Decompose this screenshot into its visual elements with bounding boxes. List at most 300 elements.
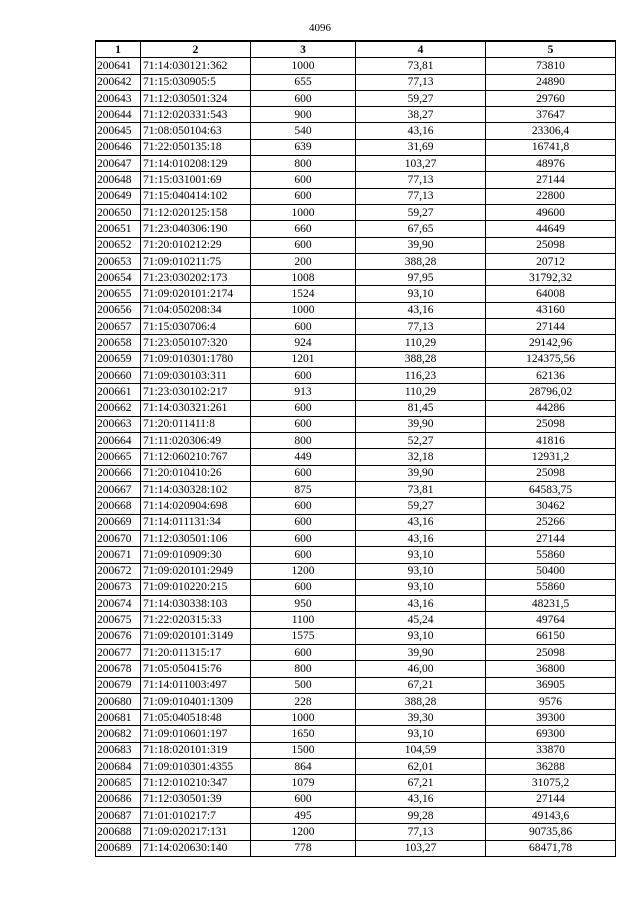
rate-cell: 62,01	[356, 759, 486, 775]
cadastral-number-cell: 71:09:020101:2949	[141, 563, 251, 579]
area-cell: 1524	[251, 286, 356, 302]
cadastral-number-cell: 71:15:030905:5	[141, 74, 251, 90]
area-cell: 600	[251, 172, 356, 188]
rate-cell: 110,29	[356, 384, 486, 400]
row-id-cell: 200675	[96, 612, 141, 628]
cadastral-number-cell: 71:14:030328:102	[141, 482, 251, 498]
rate-cell: 43,16	[356, 530, 486, 546]
table-row	[96, 449, 616, 465]
value-cell: 16741,8	[486, 139, 616, 155]
cadastral-number-cell: 71:14:010208:129	[141, 156, 251, 172]
table-row	[96, 661, 616, 677]
value-cell: 64583,75	[486, 482, 616, 498]
rate-cell: 59,27	[356, 498, 486, 514]
rate-cell: 52,27	[356, 433, 486, 449]
rate-cell: 67,21	[356, 677, 486, 693]
area-cell: 864	[251, 759, 356, 775]
column-header-5: 5	[486, 41, 616, 58]
row-id-cell: 200677	[96, 644, 141, 660]
rate-cell: 73,81	[356, 58, 486, 74]
row-id-cell: 200685	[96, 775, 141, 791]
table-row	[96, 221, 616, 237]
table-row	[96, 237, 616, 253]
area-cell: 1000	[251, 710, 356, 726]
cadastral-number-cell: 71:09:020101:2174	[141, 286, 251, 302]
cadastral-number-cell: 71:20:011411:8	[141, 416, 251, 432]
rate-cell: 93,10	[356, 726, 486, 742]
value-cell: 25098	[486, 644, 616, 660]
row-id-cell: 200641	[96, 58, 141, 74]
row-id-cell: 200669	[96, 514, 141, 530]
table-row	[96, 563, 616, 579]
area-cell: 200	[251, 253, 356, 269]
table-header	[96, 41, 616, 58]
rate-cell: 43,16	[356, 596, 486, 612]
area-cell: 600	[251, 530, 356, 546]
rate-cell: 116,23	[356, 367, 486, 383]
cadastral-number-cell: 71:09:010401:1309	[141, 693, 251, 709]
row-id-cell: 200655	[96, 286, 141, 302]
rate-cell: 93,10	[356, 563, 486, 579]
table-row	[96, 172, 616, 188]
cadastral-number-cell: 71:01:010217:7	[141, 807, 251, 823]
row-id-cell: 200684	[96, 759, 141, 775]
rate-cell: 99,28	[356, 807, 486, 823]
area-cell: 875	[251, 482, 356, 498]
rate-cell: 43,16	[356, 514, 486, 530]
cadastral-number-cell: 71:09:020217:131	[141, 824, 251, 840]
cadastral-number-cell: 71:15:031001:69	[141, 172, 251, 188]
area-cell: 495	[251, 807, 356, 823]
table-row	[96, 465, 616, 481]
cadastral-number-cell: 71:23:050107:320	[141, 335, 251, 351]
value-cell: 24890	[486, 74, 616, 90]
row-id-cell: 200646	[96, 139, 141, 155]
area-cell: 500	[251, 677, 356, 693]
cadastral-number-cell: 71:15:040414:102	[141, 188, 251, 204]
row-id-cell: 200649	[96, 188, 141, 204]
value-cell: 27144	[486, 319, 616, 335]
column-header-1: 1	[96, 41, 141, 58]
value-cell: 22800	[486, 188, 616, 204]
column-header-4: 4	[356, 41, 486, 58]
row-id-cell: 200664	[96, 433, 141, 449]
area-cell: 655	[251, 74, 356, 90]
rate-cell: 38,27	[356, 107, 486, 123]
cadastral-number-cell: 71:08:050104:63	[141, 123, 251, 139]
row-id-cell: 200665	[96, 449, 141, 465]
rate-cell: 43,16	[356, 791, 486, 807]
table-row	[96, 107, 616, 123]
cadastral-number-cell: 71:11:020306:49	[141, 433, 251, 449]
cadastral-number-cell: 71:09:010601:197	[141, 726, 251, 742]
area-cell: 600	[251, 498, 356, 514]
value-cell: 25098	[486, 237, 616, 253]
area-cell: 228	[251, 693, 356, 709]
row-id-cell: 200681	[96, 710, 141, 726]
value-cell: 62136	[486, 367, 616, 383]
table-row	[96, 612, 616, 628]
table-row	[96, 759, 616, 775]
table-row	[96, 530, 616, 546]
value-cell: 124375,56	[486, 351, 616, 367]
cadastral-number-cell: 71:23:040306:190	[141, 221, 251, 237]
area-cell: 1079	[251, 775, 356, 791]
rate-cell: 103,27	[356, 156, 486, 172]
header-row	[96, 41, 616, 58]
table-row	[96, 482, 616, 498]
table-row	[96, 351, 616, 367]
column-header-3: 3	[251, 41, 356, 58]
value-cell: 43160	[486, 302, 616, 318]
value-cell: 37647	[486, 107, 616, 123]
rate-cell: 388,28	[356, 351, 486, 367]
value-cell: 27144	[486, 172, 616, 188]
table-row	[96, 433, 616, 449]
cadastral-number-cell: 71:14:011003:497	[141, 677, 251, 693]
value-cell: 39300	[486, 710, 616, 726]
table-row	[96, 123, 616, 139]
rate-cell: 110,29	[356, 335, 486, 351]
rate-cell: 32,18	[356, 449, 486, 465]
rate-cell: 67,21	[356, 775, 486, 791]
cadastral-number-cell: 71:12:020331:543	[141, 107, 251, 123]
value-cell: 9576	[486, 693, 616, 709]
row-id-cell: 200689	[96, 840, 141, 856]
table-row	[96, 547, 616, 563]
table-row	[96, 726, 616, 742]
row-id-cell: 200668	[96, 498, 141, 514]
cadastral-number-cell: 71:14:020904:698	[141, 498, 251, 514]
value-cell: 44649	[486, 221, 616, 237]
table-row	[96, 644, 616, 660]
table-row	[96, 367, 616, 383]
value-cell: 27144	[486, 791, 616, 807]
row-id-cell: 200679	[96, 677, 141, 693]
value-cell: 25098	[486, 416, 616, 432]
rate-cell: 39,90	[356, 237, 486, 253]
cadastral-number-cell: 71:22:050135:18	[141, 139, 251, 155]
table-row	[96, 840, 616, 856]
area-cell: 600	[251, 367, 356, 383]
rate-cell: 59,27	[356, 90, 486, 106]
table-row	[96, 335, 616, 351]
row-id-cell: 200653	[96, 253, 141, 269]
rate-cell: 93,10	[356, 628, 486, 644]
cadastral-number-cell: 71:12:060210:767	[141, 449, 251, 465]
value-cell: 69300	[486, 726, 616, 742]
cadastral-number-cell: 71:09:010301:4355	[141, 759, 251, 775]
row-id-cell: 200682	[96, 726, 141, 742]
area-cell: 540	[251, 123, 356, 139]
rate-cell: 77,13	[356, 172, 486, 188]
row-id-cell: 200657	[96, 319, 141, 335]
row-id-cell: 200651	[96, 221, 141, 237]
row-id-cell: 200688	[96, 824, 141, 840]
table-row	[96, 791, 616, 807]
table-row	[96, 302, 616, 318]
row-id-cell: 200658	[96, 335, 141, 351]
area-cell: 913	[251, 384, 356, 400]
row-id-cell: 200687	[96, 807, 141, 823]
table-row	[96, 596, 616, 612]
rate-cell: 77,13	[356, 188, 486, 204]
row-id-cell: 200650	[96, 204, 141, 220]
table-row	[96, 742, 616, 758]
row-id-cell: 200644	[96, 107, 141, 123]
cadastral-number-cell: 71:20:011315:17	[141, 644, 251, 660]
row-id-cell: 200673	[96, 579, 141, 595]
table-row	[96, 58, 616, 74]
rate-cell: 73,81	[356, 482, 486, 498]
table-row	[96, 807, 616, 823]
rate-cell: 77,13	[356, 319, 486, 335]
row-id-cell: 200642	[96, 74, 141, 90]
value-cell: 48976	[486, 156, 616, 172]
table-row	[96, 710, 616, 726]
value-cell: 30462	[486, 498, 616, 514]
rate-cell: 39,90	[356, 465, 486, 481]
cadastral-number-cell: 71:09:030103:311	[141, 367, 251, 383]
cadastral-number-cell: 71:12:010210:347	[141, 775, 251, 791]
row-id-cell: 200670	[96, 530, 141, 546]
area-cell: 950	[251, 596, 356, 612]
table-row	[96, 416, 616, 432]
table-row	[96, 286, 616, 302]
cadastral-number-cell: 71:04:050208:34	[141, 302, 251, 318]
area-cell: 1000	[251, 204, 356, 220]
table-row	[96, 270, 616, 286]
cadastral-number-cell: 71:20:010212:29	[141, 237, 251, 253]
row-id-cell: 200680	[96, 693, 141, 709]
value-cell: 33870	[486, 742, 616, 758]
cadastral-number-cell: 71:09:010909:30	[141, 547, 251, 563]
area-cell: 1575	[251, 628, 356, 644]
row-id-cell: 200645	[96, 123, 141, 139]
area-cell: 600	[251, 644, 356, 660]
table-row	[96, 319, 616, 335]
value-cell: 66150	[486, 628, 616, 644]
rate-cell: 388,28	[356, 693, 486, 709]
value-cell: 36288	[486, 759, 616, 775]
cadastral-number-cell: 71:12:020125:158	[141, 204, 251, 220]
row-id-cell: 200676	[96, 628, 141, 644]
column-header-2: 2	[141, 41, 251, 58]
value-cell: 28796,02	[486, 384, 616, 400]
rate-cell: 67,65	[356, 221, 486, 237]
area-cell: 600	[251, 416, 356, 432]
table-row	[96, 253, 616, 269]
area-cell: 600	[251, 319, 356, 335]
table-row	[96, 775, 616, 791]
value-cell: 29142,96	[486, 335, 616, 351]
table-row	[96, 156, 616, 172]
area-cell: 800	[251, 433, 356, 449]
area-cell: 900	[251, 107, 356, 123]
table-row	[96, 384, 616, 400]
cadastral-number-cell: 71:09:010301:1780	[141, 351, 251, 367]
value-cell: 25098	[486, 465, 616, 481]
cadastral-number-cell: 71:09:020101:3149	[141, 628, 251, 644]
row-id-cell: 200643	[96, 90, 141, 106]
cadastral-number-cell: 71:12:030501:324	[141, 90, 251, 106]
cadastral-number-cell: 71:18:020101:319	[141, 742, 251, 758]
cadastral-number-cell: 71:14:020630:140	[141, 840, 251, 856]
cadastral-number-cell: 71:23:030202:173	[141, 270, 251, 286]
area-cell: 600	[251, 547, 356, 563]
area-cell: 600	[251, 465, 356, 481]
rate-cell: 97,95	[356, 270, 486, 286]
cadastral-number-cell: 71:20:010410:26	[141, 465, 251, 481]
area-cell: 1000	[251, 302, 356, 318]
area-cell: 1200	[251, 824, 356, 840]
value-cell: 55860	[486, 547, 616, 563]
value-cell: 48231,5	[486, 596, 616, 612]
value-cell: 36800	[486, 661, 616, 677]
area-cell: 600	[251, 188, 356, 204]
cadastral-number-cell: 71:09:010211:75	[141, 253, 251, 269]
table-row	[96, 188, 616, 204]
cadastral-number-cell: 71:14:030121:362	[141, 58, 251, 74]
area-cell: 639	[251, 139, 356, 155]
rate-cell: 388,28	[356, 253, 486, 269]
table-row	[96, 204, 616, 220]
rate-cell: 104,59	[356, 742, 486, 758]
value-cell: 90735,86	[486, 824, 616, 840]
table-row	[96, 677, 616, 693]
cadastral-number-cell: 71:14:030338:103	[141, 596, 251, 612]
cadastral-number-cell: 71:05:050415:76	[141, 661, 251, 677]
row-id-cell: 200674	[96, 596, 141, 612]
rate-cell: 39,90	[356, 644, 486, 660]
rate-cell: 43,16	[356, 123, 486, 139]
value-cell: 73810	[486, 58, 616, 74]
cadastral-number-cell: 71:09:010220:215	[141, 579, 251, 595]
row-id-cell: 200648	[96, 172, 141, 188]
area-cell: 800	[251, 661, 356, 677]
value-cell: 44286	[486, 400, 616, 416]
rate-cell: 43,16	[356, 302, 486, 318]
value-cell: 27144	[486, 530, 616, 546]
area-cell: 449	[251, 449, 356, 465]
area-cell: 600	[251, 90, 356, 106]
area-cell: 600	[251, 514, 356, 530]
row-id-cell: 200662	[96, 400, 141, 416]
table-row	[96, 400, 616, 416]
row-id-cell: 200661	[96, 384, 141, 400]
rate-cell: 77,13	[356, 74, 486, 90]
value-cell: 29760	[486, 90, 616, 106]
row-id-cell: 200659	[96, 351, 141, 367]
area-cell: 1100	[251, 612, 356, 628]
rate-cell: 59,27	[356, 204, 486, 220]
area-cell: 600	[251, 400, 356, 416]
cadastral-number-cell: 71:15:030706:4	[141, 319, 251, 335]
row-id-cell: 200667	[96, 482, 141, 498]
row-id-cell: 200654	[96, 270, 141, 286]
value-cell: 25266	[486, 514, 616, 530]
cadastral-number-cell: 71:12:030501:106	[141, 530, 251, 546]
row-id-cell: 200671	[96, 547, 141, 563]
area-cell: 600	[251, 791, 356, 807]
row-id-cell: 200683	[96, 742, 141, 758]
row-id-cell: 200678	[96, 661, 141, 677]
table-row	[96, 139, 616, 155]
value-cell: 55860	[486, 579, 616, 595]
area-cell: 1008	[251, 270, 356, 286]
value-cell: 68471,78	[486, 840, 616, 856]
row-id-cell: 200686	[96, 791, 141, 807]
rate-cell: 93,10	[356, 286, 486, 302]
area-cell: 800	[251, 156, 356, 172]
row-id-cell: 200672	[96, 563, 141, 579]
row-id-cell: 200647	[96, 156, 141, 172]
page-number: 4096	[309, 22, 331, 34]
table-row	[96, 579, 616, 595]
rate-cell: 93,10	[356, 547, 486, 563]
rate-cell: 81,45	[356, 400, 486, 416]
table-row	[96, 514, 616, 530]
area-cell: 778	[251, 840, 356, 856]
area-cell: 660	[251, 221, 356, 237]
rate-cell: 31,69	[356, 139, 486, 155]
cadastral-number-cell: 71:14:030321:261	[141, 400, 251, 416]
table-row	[96, 693, 616, 709]
area-cell: 924	[251, 335, 356, 351]
value-cell: 49764	[486, 612, 616, 628]
rate-cell: 93,10	[356, 579, 486, 595]
value-cell: 49143,6	[486, 807, 616, 823]
table-row	[96, 628, 616, 644]
value-cell: 23306,4	[486, 123, 616, 139]
table-body	[96, 58, 616, 857]
area-cell: 1500	[251, 742, 356, 758]
value-cell: 64008	[486, 286, 616, 302]
rate-cell: 46,00	[356, 661, 486, 677]
value-cell: 41816	[486, 433, 616, 449]
cadastral-number-cell: 71:05:040518:48	[141, 710, 251, 726]
area-cell: 1650	[251, 726, 356, 742]
area-cell: 1200	[251, 563, 356, 579]
value-cell: 49600	[486, 204, 616, 220]
table-row	[96, 498, 616, 514]
value-cell: 20712	[486, 253, 616, 269]
table-row	[96, 824, 616, 840]
rate-cell: 39,30	[356, 710, 486, 726]
value-cell: 50400	[486, 563, 616, 579]
cadastral-number-cell: 71:22:020315:33	[141, 612, 251, 628]
table-row	[96, 90, 616, 106]
rate-cell: 39,90	[356, 416, 486, 432]
row-id-cell: 200663	[96, 416, 141, 432]
value-cell: 31792,32	[486, 270, 616, 286]
table-row	[96, 74, 616, 90]
registry-table	[95, 40, 616, 857]
value-cell: 12931,2	[486, 449, 616, 465]
rate-cell: 103,27	[356, 840, 486, 856]
row-id-cell: 200660	[96, 367, 141, 383]
rate-cell: 77,13	[356, 824, 486, 840]
value-cell: 36905	[486, 677, 616, 693]
rate-cell: 45,24	[356, 612, 486, 628]
area-cell: 1000	[251, 58, 356, 74]
area-cell: 600	[251, 579, 356, 595]
row-id-cell: 200652	[96, 237, 141, 253]
area-cell: 600	[251, 237, 356, 253]
cadastral-number-cell: 71:12:030501:39	[141, 791, 251, 807]
value-cell: 31075,2	[486, 775, 616, 791]
cadastral-number-cell: 71:23:030102:217	[141, 384, 251, 400]
